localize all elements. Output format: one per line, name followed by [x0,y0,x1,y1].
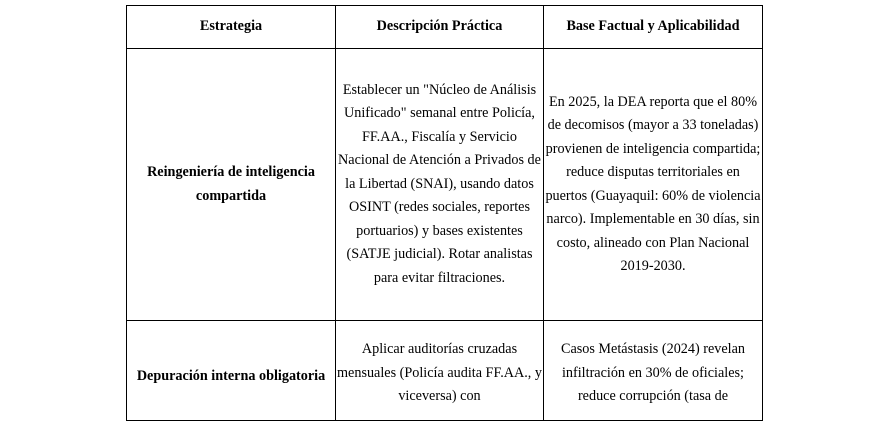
header-descripcion-practica: Descripción Práctica [336,6,544,49]
description-text: Establecer un "Núcleo de Análisis Unificado" semanal entre Policía, FF.AA., Fiscalía y Servicio Nacional de Atención a Privados de la Libertad (SNAI), usando datos OSINT (redes sociales, reportes portuarios) y bases existentes (SATJE judicial). Rotar analistas para evitar filtraciones. [338,81,541,286]
factual-basis-text: En 2025, la DEA reporta que el 80% de decomisos (mayor a 33 toneladas) provienen de inteligencia compartida; reduce disputas territoriales en puertos (Guayaquil: 60% de violencia narco). Implementable en 30 días, sin costo, alineado con Plan Nacional 2019-2030. [545,93,761,274]
description-cell [336,321,544,421]
header-base-factual: Base Factual y Aplicabilidad [544,6,763,49]
table-row [127,49,763,321]
table-row [127,321,763,421]
header-estrategia: Estrategia [127,6,336,49]
strategy-table [126,5,763,421]
strategy-cell [127,49,336,321]
strategy-cell [127,321,336,421]
table-header-row [127,6,763,49]
factual-basis-cell [544,49,763,321]
description-text: Aplicar auditorías cruzadas mensuales (Policía audita FF.AA., y viceversa) con [337,341,542,405]
factual-basis-text: Casos Metástasis (2024) revelan infiltración en 30% de oficiales; reduce corrupción (tasa de [560,341,745,405]
factual-basis-cell [544,321,763,421]
description-cell [336,49,544,321]
strategy-text: Depuración interna obligatoria [136,368,326,385]
strategy-text: Reingeniería de inteligencia compartida [147,164,315,204]
